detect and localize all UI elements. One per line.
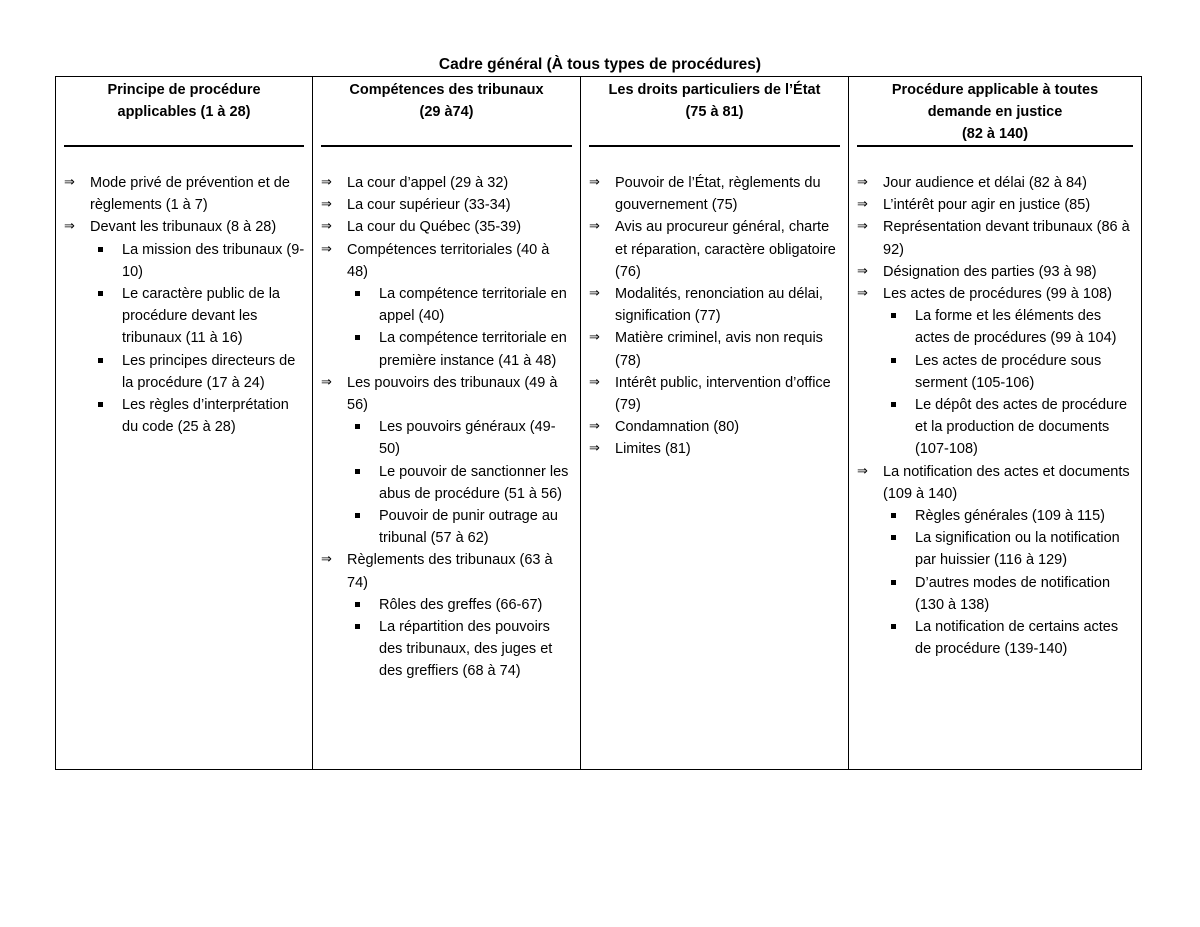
sub-list-item [347, 594, 574, 616]
double-arrow-right-icon: ⇒ [589, 374, 600, 390]
list-item [857, 194, 1135, 216]
list-item-text: Avis au procureur général, charte et réparation, caractère obligatoire (76) [615, 219, 836, 280]
sub-list [883, 505, 1135, 660]
sub-list-item [883, 350, 1135, 394]
sub-list-item-text: Les pouvoirs généraux (49-50) [379, 419, 556, 458]
item-list [581, 147, 848, 461]
column-principe [56, 77, 313, 770]
square-bullet-icon [355, 513, 360, 518]
square-bullet-icon [355, 335, 360, 340]
list-item [589, 327, 842, 371]
list-item [589, 216, 842, 283]
list-item [857, 172, 1135, 194]
double-arrow-right-icon: ⇒ [589, 219, 600, 235]
column-header: Les droits particuliers de l’État (75 à 81) [608, 82, 821, 120]
double-arrow-right-icon: ⇒ [321, 552, 332, 568]
list-item [321, 216, 574, 238]
double-arrow-right-icon: ⇒ [589, 330, 600, 346]
square-bullet-icon [891, 358, 896, 363]
sub-list-item-text: Règles générales (109 à 115) [915, 508, 1105, 525]
sub-list-item [883, 505, 1135, 527]
table-row [56, 77, 1142, 770]
list-item [589, 416, 842, 438]
double-arrow-right-icon: ⇒ [321, 219, 332, 235]
sub-list-item-text: Rôles des greffes (66-67) [379, 596, 543, 613]
double-arrow-right-icon: ⇒ [321, 197, 332, 213]
square-bullet-icon [355, 624, 360, 629]
column-droits-etat [581, 77, 849, 770]
list-item [321, 172, 574, 194]
square-bullet-icon [891, 313, 896, 318]
sub-list-item-text: D’autres modes de notification (130 à 138) [915, 574, 1111, 613]
sub-list-item-text: Le caractère public de la procédure devant les tribunaux (11 à 16) [122, 286, 280, 347]
sub-list [347, 594, 574, 683]
sub-list-item-text: Les principes directeurs de la procédure (17 à 24) [122, 352, 296, 391]
square-bullet-icon [98, 247, 103, 252]
double-arrow-right-icon: ⇒ [857, 286, 868, 302]
sub-list-item-text: Les actes de procédure sous serment (105-106) [915, 352, 1102, 391]
double-arrow-right-icon: ⇒ [857, 219, 868, 235]
double-arrow-right-icon: ⇒ [857, 175, 868, 190]
sub-list [347, 416, 574, 549]
sub-list [883, 305, 1135, 460]
item-list [313, 147, 580, 683]
list-item-text: Règlements des tribunaux (63 à 74) [347, 552, 553, 591]
sub-list-item-text: La répartition des pouvoirs des tribunaux, des juges et des greffiers (68 à 74) [379, 619, 553, 680]
square-bullet-icon [891, 402, 896, 407]
list-item-text: La cour supérieur (33-34) [347, 197, 511, 214]
list-item-text: Mode privé de prévention et de règlements (1 à 7) [90, 175, 290, 214]
list-item-text: Modalités, renonciation au délai, signification (77) [615, 286, 823, 325]
list-item-text: Désignation des parties (93 à 98) [883, 263, 1097, 280]
sub-list-item-text: Le dépôt des actes de procédure et la production de documents (107-108) [915, 397, 1128, 458]
sub-list-item-text: La notification de certains actes de procédure (139-140) [915, 619, 1119, 658]
procedure-table [55, 76, 1142, 770]
list-item-text: Condamnation (80) [615, 419, 740, 436]
square-bullet-icon [355, 469, 360, 474]
double-arrow-right-icon: ⇒ [857, 463, 868, 479]
double-arrow-right-icon: ⇒ [64, 175, 75, 190]
item-list [56, 147, 312, 438]
double-arrow-right-icon: ⇒ [857, 263, 868, 279]
list-item-text: Limites (81) [615, 441, 691, 458]
sub-list-item [347, 616, 574, 683]
sub-list-item-text: Les règles d’interprétation du code (25 à 28) [122, 397, 289, 436]
list-item [857, 461, 1135, 661]
list-item [64, 172, 306, 216]
list-item-text: Compétences territoriales (40 à 48) [347, 241, 550, 280]
column-procedure-applicable [849, 77, 1142, 770]
list-item-text: La notification des actes et documents (109 à 140) [883, 463, 1130, 502]
sub-list [347, 283, 574, 372]
list-item [321, 194, 574, 216]
list-item [857, 216, 1135, 260]
double-arrow-right-icon: ⇒ [321, 374, 332, 390]
square-bullet-icon [98, 402, 103, 407]
square-bullet-icon [355, 602, 360, 607]
double-arrow-right-icon: ⇒ [64, 219, 75, 235]
list-item-text: Matière criminel, avis non requis (78) [615, 330, 823, 369]
list-item-text: La cour du Québec (35-39) [347, 219, 522, 236]
list-item-text: Jour audience et délai (82 à 84) [883, 175, 1087, 191]
double-arrow-right-icon: ⇒ [589, 441, 600, 457]
document-title: Cadre général (À tous types de procédures) [438, 56, 762, 73]
double-arrow-right-icon: ⇒ [589, 175, 600, 190]
column-header: Procédure applicable à toutes demande en justice (82 à 140) [891, 82, 1099, 142]
list-item-text: L’intérêt pour agir en justice (85) [883, 197, 1091, 214]
column-header: Compétences des tribunaux (29 à74) [349, 82, 544, 120]
sub-list-item-text: La mission des tribunaux (9-10) [122, 241, 305, 280]
list-item [321, 239, 574, 372]
sub-list-item [90, 239, 306, 283]
square-bullet-icon [891, 535, 896, 540]
list-item [857, 261, 1135, 283]
sub-list-item [883, 305, 1135, 349]
double-arrow-right-icon: ⇒ [857, 197, 868, 213]
square-bullet-icon [891, 580, 896, 585]
sub-list-item [347, 283, 574, 327]
sub-list-item-text: La forme et les éléments des actes de procédures (99 à 104) [915, 308, 1117, 347]
list-item-text: Les pouvoirs des tribunaux (49 à 56) [347, 374, 558, 414]
list-item-text: Intérêt public, intervention d’office (79) [615, 374, 831, 414]
list-item-text: La cour d’appel (29 à 32) [347, 175, 509, 191]
list-item-text: Pouvoir de l’État, règlements du gouvernement (75) [615, 175, 821, 214]
square-bullet-icon [891, 624, 896, 629]
list-item [857, 283, 1135, 461]
sub-list-item [347, 416, 574, 460]
list-item [589, 172, 842, 216]
column-competences [313, 77, 581, 770]
list-item [589, 283, 842, 327]
sub-list-item [347, 505, 574, 549]
list-item [64, 216, 306, 438]
sub-list-item [347, 327, 574, 371]
sub-list-item [883, 572, 1135, 616]
double-arrow-right-icon: ⇒ [589, 286, 600, 302]
double-arrow-right-icon: ⇒ [321, 241, 332, 257]
square-bullet-icon [355, 424, 360, 429]
list-item [589, 372, 842, 416]
square-bullet-icon [355, 291, 360, 296]
sub-list-item [883, 394, 1135, 461]
sub-list-item-text: La signification ou la notification par huissier (116 à 129) [915, 530, 1120, 569]
square-bullet-icon [98, 291, 103, 296]
sub-list-item [90, 283, 306, 350]
sub-list-item [90, 394, 306, 438]
sub-list-item [883, 527, 1135, 571]
list-item-text: Les actes de procédures (99 à 108) [883, 286, 1112, 303]
sub-list [90, 239, 306, 439]
square-bullet-icon [98, 358, 103, 363]
sub-list-item-text: La compétence territoriale en appel (40) [379, 286, 567, 325]
sub-list-item [883, 616, 1135, 660]
sub-list-item-text: La compétence territoriale en première instance (41 à 48) [379, 330, 567, 369]
sub-list-item-text: Pouvoir de punir outrage au tribunal (57 à 62) [379, 508, 558, 547]
double-arrow-right-icon: ⇒ [589, 419, 600, 435]
list-item-text: Devant les tribunaux (8 à 28) [90, 219, 277, 236]
sub-list-item [347, 461, 574, 505]
list-item [589, 438, 842, 460]
item-list [849, 147, 1141, 660]
square-bullet-icon [891, 513, 896, 518]
list-item-text: Représentation devant tribunaux (86 à 92) [883, 219, 1130, 258]
sub-list-item [90, 350, 306, 394]
sub-list-item-text: Le pouvoir de sanctionner les abus de procédure (51 à 56) [379, 463, 569, 502]
list-item [321, 372, 574, 550]
list-item [321, 549, 574, 682]
column-header: Principe de procédure applicables (1 à 28) [107, 82, 261, 120]
double-arrow-right-icon: ⇒ [321, 175, 332, 190]
